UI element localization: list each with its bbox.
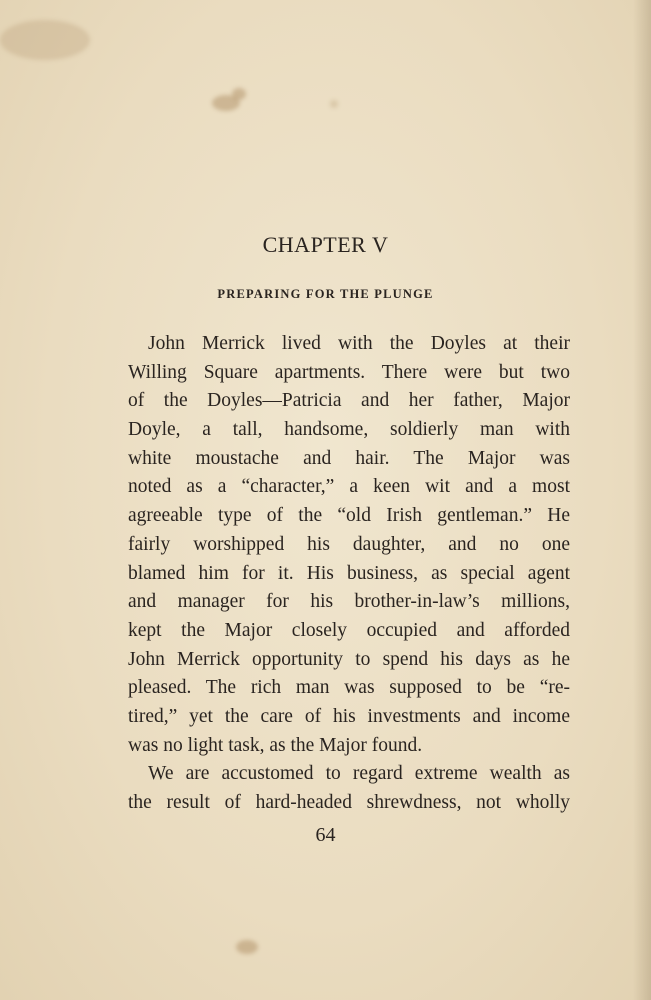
text-line: tired,” yet the care of his investments and income [128, 705, 570, 727]
text-line: fairly worshipped his daughter, and no one [128, 533, 570, 555]
text-line: blamed him for it. His business, as special agent [128, 562, 570, 584]
chapter-subtitle: PREPARING FOR THE PLUNGE [217, 287, 434, 301]
foxing-stain [0, 20, 90, 60]
foxing-stain [232, 88, 246, 100]
text-line: of the Doyles—Patricia and her father, Major [128, 390, 570, 412]
text-line: white moustache and hair. The Major was [128, 447, 570, 469]
text-line: agreeable type of the “old Irish gentleman.” He [128, 505, 570, 527]
body-text [128, 330, 570, 818]
text-line: We are accustomed to regard extreme wealth as [148, 763, 570, 785]
text-line: John Merrick opportunity to spend his days as he [128, 648, 570, 670]
page-number: 64 [315, 824, 336, 846]
text-line: kept the Major closely occupied and afforded [128, 619, 570, 641]
foxing-stain [236, 940, 258, 954]
text-line: the result of hard-headed shrewdness, not wholly [128, 792, 570, 813]
text-line: John Merrick lived with the Doyles at their [148, 333, 570, 354]
text-line: and manager for his brother-in-law’s millions, [128, 591, 570, 613]
text-line: pleased. The rich man was supposed to be “re- [128, 677, 570, 699]
text-line: noted as a “character,” a keen wit and a most [128, 476, 570, 498]
text-line: Willing Square apartments. There were but two [128, 361, 570, 383]
foxing-stain [330, 100, 338, 108]
text-line: was no light task, as the Major found. [128, 734, 423, 756]
chapter-title: CHAPTER V [262, 232, 389, 257]
text-line: Doyle, a tall, handsome, soldierly man with [128, 419, 570, 441]
page-edge-shadow [633, 0, 651, 1000]
